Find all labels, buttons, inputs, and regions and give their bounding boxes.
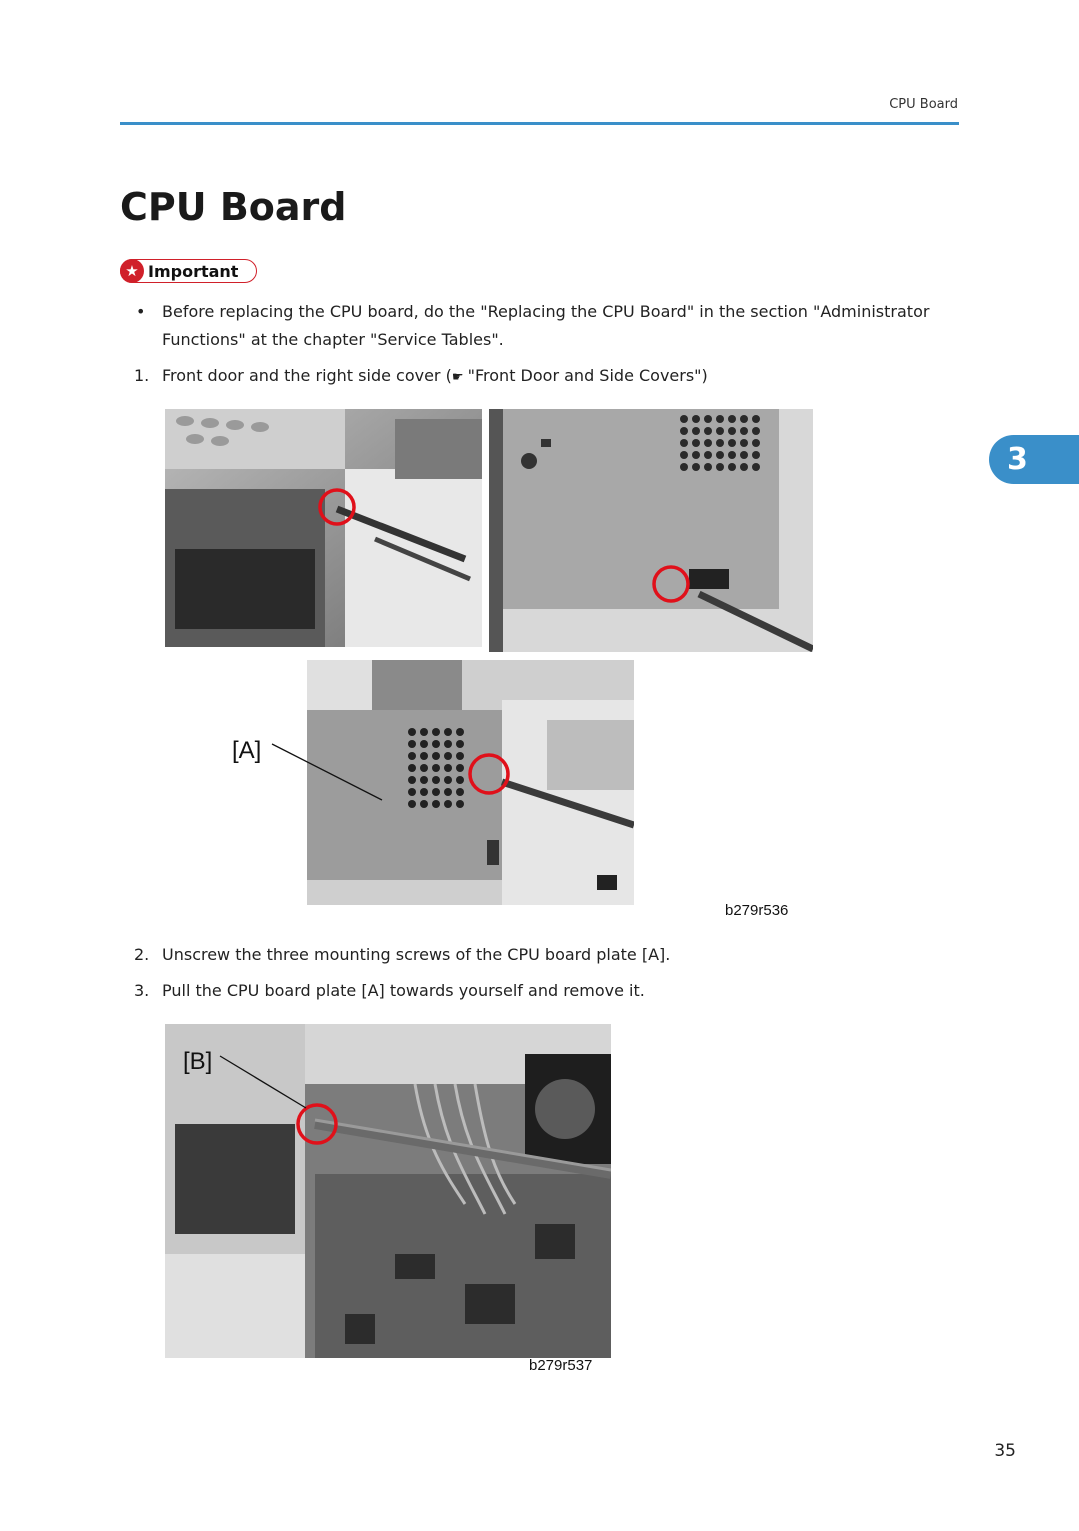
running-header: CPU Board bbox=[889, 97, 958, 112]
figure-2-caption: b279r537 bbox=[529, 1357, 593, 1374]
step-reference-link[interactable]: "Front Door and Side Covers") bbox=[467, 366, 708, 385]
step-text: Unscrew the three mounting screws of the CPU board plate [A]. bbox=[162, 945, 671, 964]
step-text-main: Front door and the right side cover ( bbox=[162, 366, 452, 385]
step-number: 2. bbox=[134, 945, 150, 964]
step-text bbox=[162, 362, 922, 392]
step-number: 1. bbox=[134, 366, 150, 385]
callout-a-leader bbox=[270, 740, 390, 805]
header-rule bbox=[120, 122, 959, 125]
page-title: CPU Board bbox=[120, 185, 347, 229]
step-number: 3. bbox=[134, 981, 150, 1000]
star-icon: ★ bbox=[120, 259, 144, 283]
step-text: Pull the CPU board plate [A] towards yourself and remove it. bbox=[162, 981, 645, 1000]
callout-b-leader bbox=[218, 1052, 318, 1112]
callout-b: [B] bbox=[183, 1048, 213, 1075]
photo-front-door bbox=[165, 409, 482, 647]
important-label: Important bbox=[148, 261, 239, 281]
page-number: 35 bbox=[994, 1441, 1016, 1461]
bullet-dot-icon: • bbox=[136, 302, 146, 321]
callout-a: [A] bbox=[232, 737, 262, 764]
pointing-hand-icon: ☛ bbox=[451, 370, 468, 385]
photo-rear-cover bbox=[489, 409, 813, 652]
chapter-tab[interactable]: 3 bbox=[989, 435, 1079, 484]
important-badge bbox=[120, 259, 257, 283]
bullet-text: Before replacing the CPU board, do the "Replacing the CPU Board" in the section "Administrator Functions" at the chapter "Service Tables". bbox=[162, 302, 930, 349]
figure-1-caption: b279r536 bbox=[725, 902, 789, 919]
